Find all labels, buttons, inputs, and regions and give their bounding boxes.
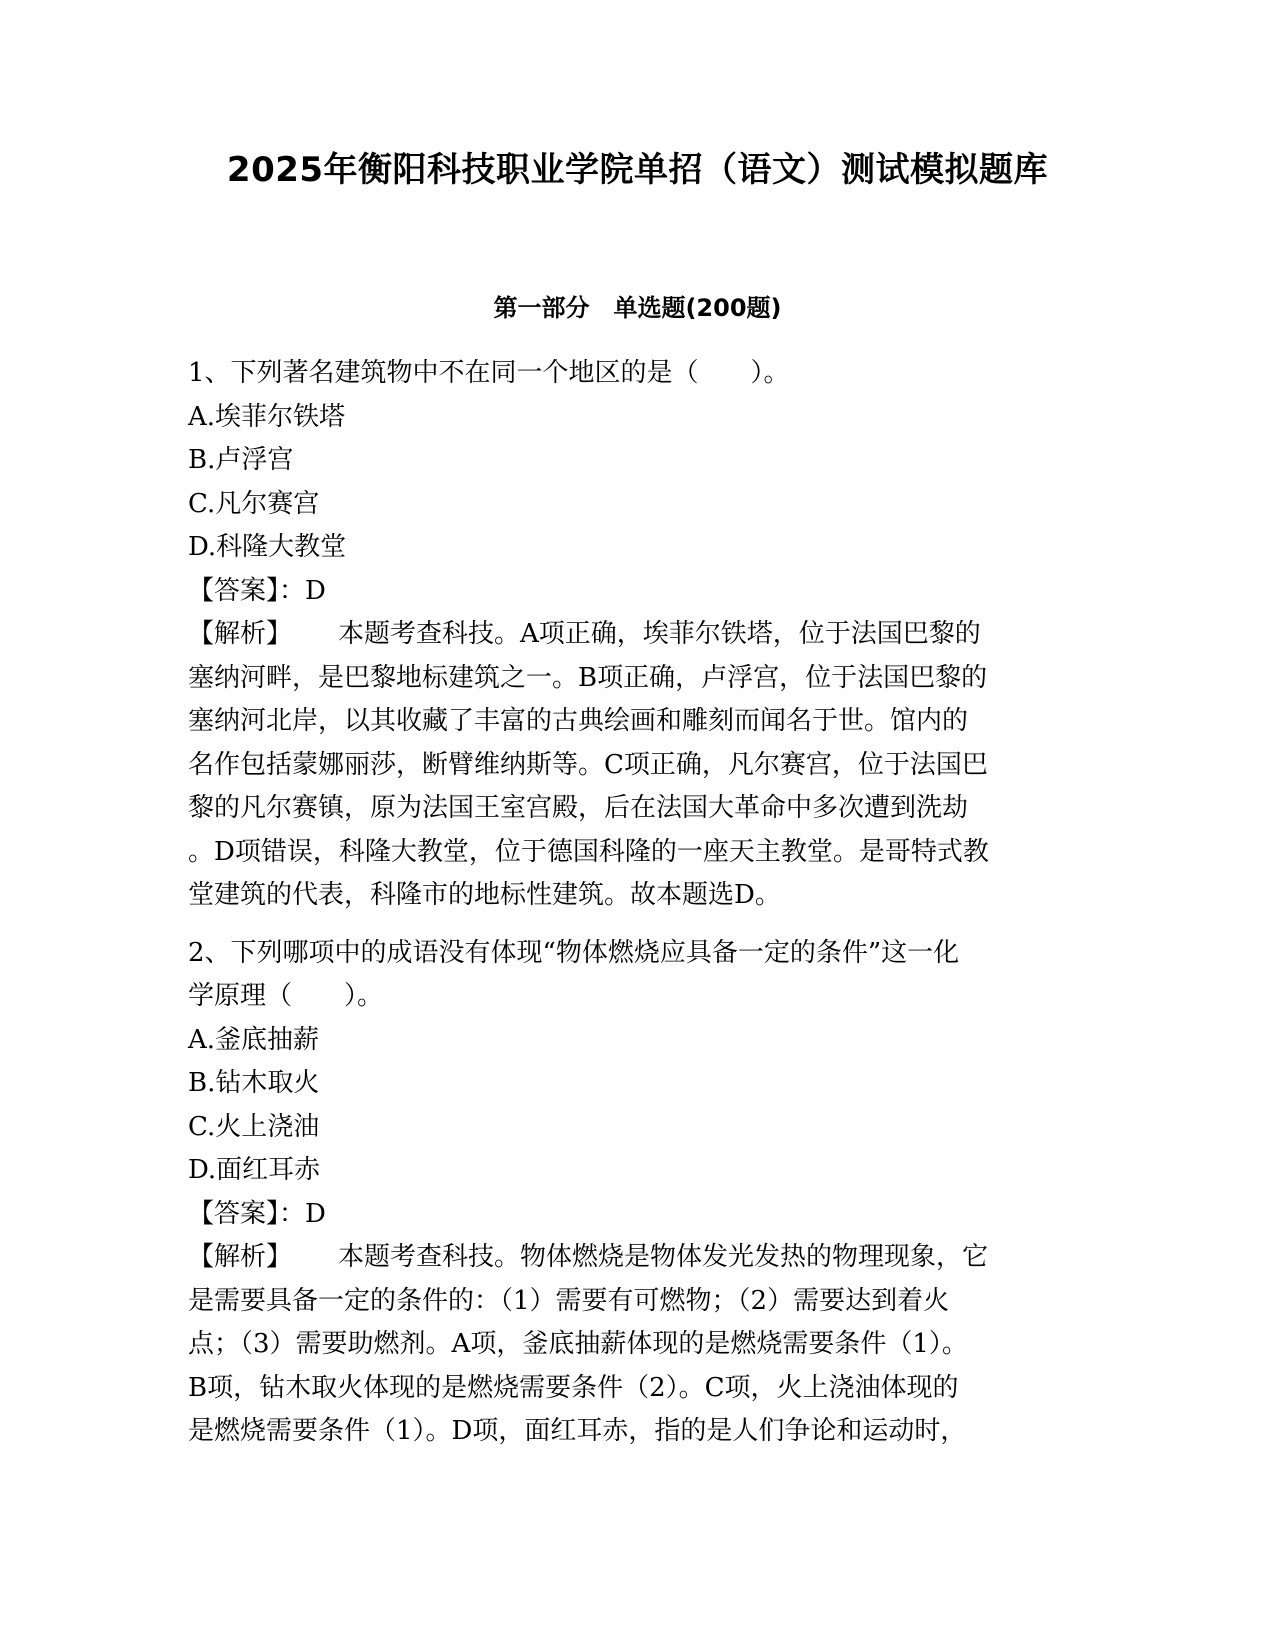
question-stem: 1、下列著名建筑物中不在同一个地区的是（ ）。: [188, 358, 790, 388]
analysis-text: 是燃烧需要条件（1）。D项，面红耳赤，指的是人们争论和运动时，: [188, 1416, 967, 1446]
question-stem: 学原理（ ）。: [188, 981, 384, 1011]
analysis-text: 点；（3）需要助燃剂。A项，釜底抽薪体现的是燃烧需要条件（1）。: [188, 1329, 968, 1359]
option-a: A.釜底抽薪: [188, 1024, 320, 1055]
analysis-text: 名作包括蒙娜丽莎，断臂维纳斯等。C项正确，凡尔赛宫，位于法国巴: [188, 749, 988, 780]
option-d: D.科隆大教堂: [188, 532, 347, 562]
option-c: C.火上浇油: [188, 1111, 320, 1142]
option-a: A.埃菲尔铁塔: [188, 401, 346, 432]
answer-line: 【答案】：D: [188, 575, 326, 606]
option-d: D.面红耳赤: [188, 1155, 321, 1185]
answer-line: 【答案】：D: [188, 1198, 326, 1229]
option-b: B.钻木取火: [188, 1068, 320, 1098]
analysis-text: 本题考查科技。A项正确，埃菲尔铁塔，位于法国巴黎的: [338, 619, 981, 649]
option-c: C.凡尔赛宫: [188, 488, 320, 519]
question-1: [188, 352, 1094, 918]
document-title: 2025年衡阳科技职业学院单招（语文）测试模拟题库: [226, 150, 1049, 190]
analysis-text: 堂建筑的代表，科隆市的地标性建筑。故本题选D。: [188, 880, 781, 910]
analysis-first-line: [188, 613, 1094, 657]
analysis-label: 【解析】: [188, 619, 293, 649]
analysis-label: 【解析】: [188, 1242, 293, 1272]
analysis-first-line: [188, 1236, 1094, 1280]
analysis-text: 黎的凡尔赛镇，原为法国王室宫殿，后在法国大革命中多次遭到洗劫: [188, 793, 969, 823]
section-heading: 第一部分 单选题(200题): [493, 294, 782, 322]
analysis-text: 塞纳河畔，是巴黎地标建筑之一。B项正确，卢浮宫，位于法国巴黎的: [188, 662, 988, 693]
analysis-text: 是需要具备一定的条件的：（1）需要有可燃物；（2）需要达到着火: [188, 1285, 950, 1316]
analysis-text: 本题考查科技。物体燃烧是物体发光发热的物理现象，它: [338, 1242, 989, 1272]
question-stem: 2、下列哪项中的成语没有体现“物体燃烧应具备一定的条件”这一化: [188, 937, 960, 968]
analysis-text: 塞纳河北岸，以其收藏了丰富的古典绘画和雕刻而闻名于世。馆内的: [188, 706, 969, 736]
analysis-text: 。D项错误，科隆大教堂，位于德国科隆的一座天主教堂。是哥特式教: [188, 836, 989, 867]
question-2: [188, 932, 1094, 1454]
option-b: B.卢浮宫: [188, 445, 294, 475]
question-spacer: [188, 918, 1094, 932]
question-list: [188, 352, 1094, 1454]
analysis-text: B项，钻木取火体现的是燃烧需要条件（2）。C项，火上浇油体现的: [188, 1372, 959, 1403]
